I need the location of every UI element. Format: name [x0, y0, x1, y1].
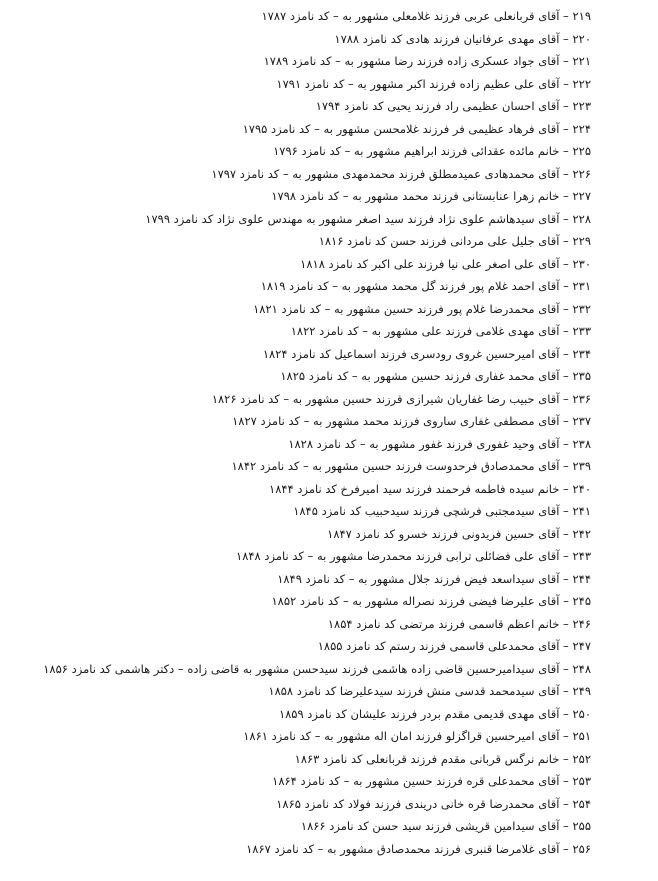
candidate-entry: ۲۴۹ – آقای سیدمحمد قدسی منش فرزند سیدعلیرضا کد نامزد ۱۸۵۸	[268, 684, 591, 698]
candidate-list	[0, 5, 658, 860]
candidate-entry: ۲۵۰ – آقای مهدی قدیمی مقدم بردر فرزند علیشان کد نامزد ۱۸۵۹	[278, 706, 591, 721]
candidate-entry: ۲۴۲ – آقای حسین فریدونی فرزند خسرو کد نامزد ۱۸۴۷	[327, 526, 591, 541]
candidate-entry: ۲۵۴ – آقای محمدرضا قره خانی دریندی فرزند فولاد کد نامزد ۱۸۶۵	[276, 796, 591, 811]
candidate-entry: ۲۳۹ – آقای محمدصادق فرحدوست فرزند حسین مشهور به – کد نامزد ۱۸۴۲	[231, 459, 591, 473]
candidate-entry: ۲۲۶ – آقای محمدهادی عمیدمطلق فرزند محمدمهدی مشهور به – کد نامزد ۱۷۹۷	[211, 166, 591, 181]
candidate-entry: ۲۳۸ – آقای وحید غفوری فرزند غفور مشهور به – کد نامزد ۱۸۲۸	[288, 436, 591, 451]
candidate-entry: ۲۴۱ – آقای سیدمجتبی فرشچی فرزند سیدحبیب کد نامزد ۱۸۴۵	[293, 504, 591, 518]
candidate-entry: ۲۳۳ – آقای مهدی غلامی فرزند علی مشهور به – کد نامزد ۱۸۲۲	[290, 324, 591, 338]
candidate-entry: ۲۲۰ – آقای مهدی عرفانیان فرزند هادی کد نامزد ۱۷۸۸	[334, 31, 591, 46]
candidate-list-page	[0, 5, 658, 860]
candidate-entry: ۲۳۱ – آقای احمد غلام پور فرزند گل محمد مشهور به – کد نامزد ۱۸۱۹	[260, 279, 591, 293]
candidate-entry: ۲۲۷ – خانم زهرا عنابستانی فرزند محمد مشهور به – کد نامزد ۱۷۹۸	[271, 189, 591, 203]
candidate-entry: ۲۲۲ – آقای علی عظیم زاده فرزند اکبر مشهور به – کد نامزد ۱۷۹۱	[276, 76, 591, 91]
candidate-entry: ۲۲۵ – خانم مائده عقدائی فرزند ابراهیم مشهور به – کد نامزد ۱۷۹۶	[273, 144, 591, 158]
candidate-entry: ۲۲۹ – آقای جلیل علی مردانی فرزند حسن کد نامزد ۱۸۱۶	[318, 234, 591, 248]
candidate-entry: ۲۵۶ – آقای غلامرضا قنبری فرزند محمدصادق مشهور به – کد نامزد ۱۸۶۷	[246, 841, 591, 856]
candidate-entry: ۲۵۱ – آقای امیرحسین قراگزلو فرزند امان اله مشهور به – کد نامزد ۱۸۶۱	[243, 729, 591, 743]
candidate-entry: ۲۴۳ – آقای علی فضائلی ترابی فرزند محمدرضا مشهور به – کد نامزد ۱۸۴۸	[236, 549, 591, 563]
candidate-entry: ۲۵۵ – آقای سیدامین قریشی فرزند سید حسن کد نامزد ۱۸۶۶	[300, 819, 591, 833]
candidate-entry: ۲۳۰ – آقای علی اصغر علی نیا فرزند علی اکبر کد نامزد ۱۸۱۸	[300, 256, 591, 271]
candidate-entry: ۲۴۰ – خانم سیده فاطمه فرحمند فرزند سید امیرفرخ کد نامزد ۱۸۴۴	[269, 481, 591, 496]
candidate-entry: ۲۳۶ – آقای حبیب رضا غفاریان شیرازی فرزند حسین مشهور به – کد نامزد ۱۸۲۶	[211, 391, 591, 406]
candidate-entry: ۲۵۳ – آقای محمدعلی قره فرزند حسین مشهور به – کد نامزد ۱۸۶۴	[272, 774, 591, 788]
candidate-entry: ۲۵۲ – خانم نرگس قربانی مقدم فرزند قربانعلی کد نامزد ۱۸۶۳	[294, 751, 591, 766]
candidate-entry: ۲۱۹ – آقای قربانعلی عربی فرزند غلامعلی مشهور به – کد نامزد ۱۷۸۷	[261, 9, 591, 23]
candidate-entry: ۲۲۱ – آقای جواد عسکری زاده فرزند رضا مشهور به – کد نامزد ۱۷۸۹	[263, 54, 591, 68]
candidate-entry: ۲۲۴ – آقای فرهاد عظیمی فر فرزند غلامحسن مشهور به – کد نامزد ۱۷۹۵	[242, 121, 591, 136]
candidate-entry: ۲۴۴ – آقای سیداسعد فیض فرزند جلال مشهور به – کد نامزد ۱۸۴۹	[277, 571, 591, 586]
candidate-entry: ۲۳۲ – آقای محمدرضا غلام پور فرزند حسین مشهور به – کد نامزد ۱۸۲۱	[253, 301, 591, 316]
candidate-entry: ۲۴۶ – خانم اعظم قاسمی فرزند مرتضی کد نامزد ۱۸۵۴	[327, 616, 591, 631]
candidate-entry: ۲۴۵ – آقای علیرضا فیضی فرزند نصراله مشهور به – کد نامزد ۱۸۵۲	[271, 594, 591, 608]
candidate-entry: ۲۲۸ – آقای سیدهاشم علوی نژاد فرزند سید اصغر مشهور به مهندس علوی نژاد کد نامزد ۱۷۹۹	[145, 211, 591, 226]
candidate-entry: ۲۴۷ – آقای محمدعلی قاسمی فرزند رستم کد نامزد ۱۸۵۵	[317, 639, 591, 653]
candidate-entry: ۲۴۸ – آقای سیدامیرحسین قاضی زاده هاشمی فرزند سیدحسن مشهور به قاضی زاده – دکتر هاشمی کد نامزد ۱۸۵۶	[43, 661, 591, 676]
candidate-entry: ۲۳۵ – آقای محمد غفاری فرزند حسین مشهور به – کد نامزد ۱۸۲۵	[280, 369, 591, 383]
candidate-entry: ۲۳۷ – آقای مصطفی غفاری ساروی فرزند محمد مشهور به – کد نامزد ۱۸۲۷	[232, 414, 591, 428]
candidate-entry: ۲۲۳ – آقای احسان عظیمی راد فرزند یحیی کد نامزد ۱۷۹۴	[315, 99, 591, 113]
candidate-entry: ۲۳۴ – آقای امیرحسین غروی رودسری فرزند اسماعیل کد نامزد ۱۸۲۴	[262, 346, 591, 361]
